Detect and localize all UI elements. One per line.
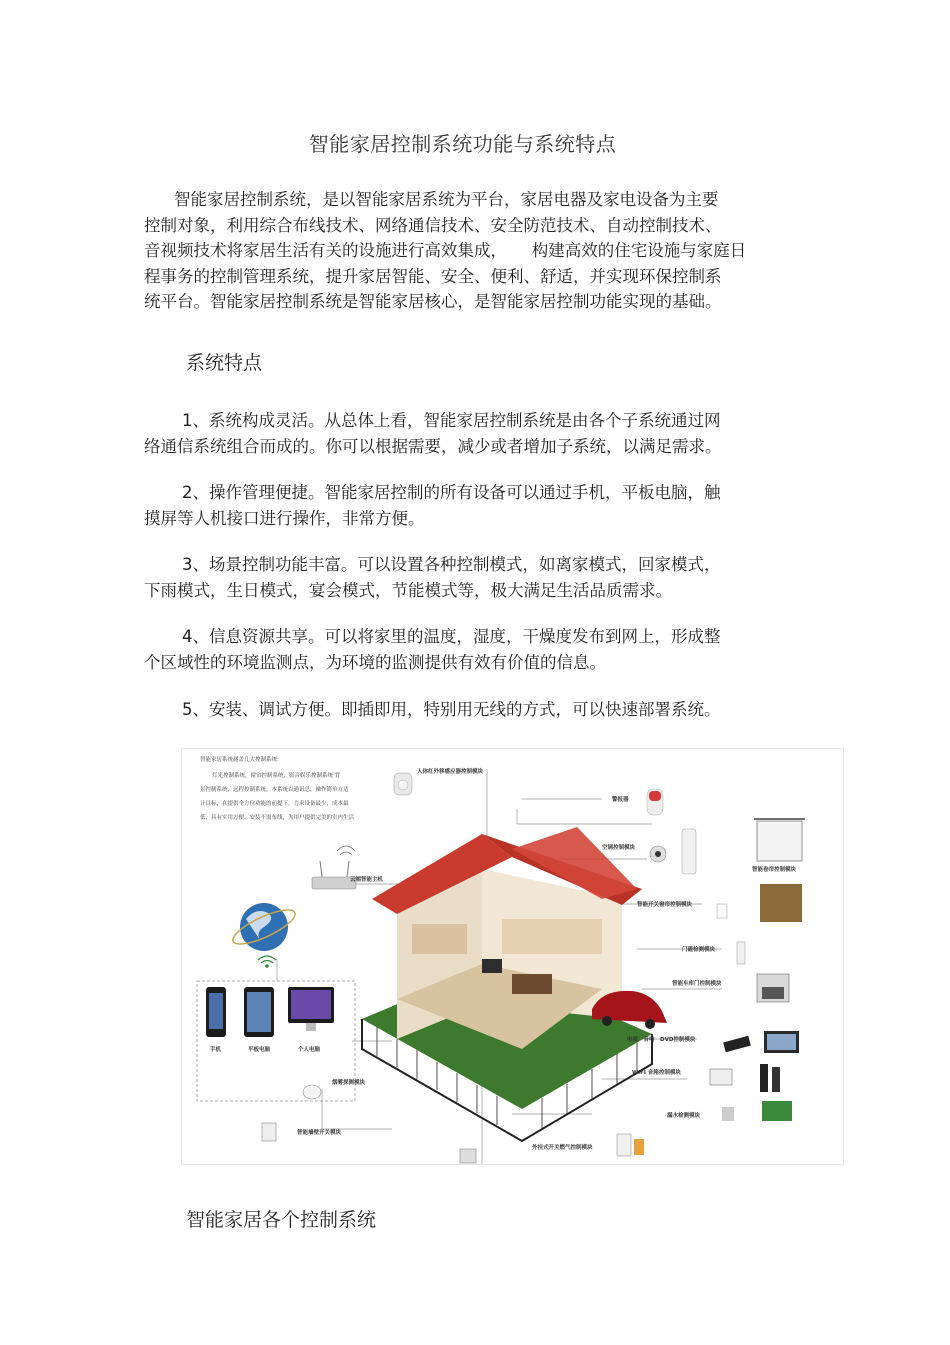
intro-line: 智能家居控制系统，是以智能家居系统为平台，家居电器及家电设备为主要 <box>174 190 719 209</box>
diagram-intro-line: 景控制系统，远程控制系统，本系统以通讯总，操作简单方适 <box>200 787 349 793</box>
feature-line: 5、安装、调试方便。即插即用，特别用无线的方式，可以快速部署系统。 <box>182 700 721 719</box>
section-heading-control-systems: 智能家居各个控制系统 <box>186 1209 377 1231</box>
diagram-label-smoke: 烟雾探测模块 <box>332 1080 366 1086</box>
curtain-icon <box>754 819 805 861</box>
dvd-icon <box>723 1031 799 1053</box>
diagram-label-ac: 空调控制模块 <box>602 845 636 851</box>
feature-item <box>144 408 794 459</box>
diagram-intro-line: 计目标，在提供全方位功能的前提下，力求设备最少，成本最 <box>200 801 349 807</box>
house-illustration <box>362 827 667 1141</box>
car-icon <box>592 991 667 1029</box>
document-title: 智能家居控制系统功能与系统特点 <box>308 132 617 156</box>
diagram-label-water: 漏水检测模块 <box>667 1113 701 1119</box>
intro-line: 音视频技术将家居生活有关的设施进行高效集成， 构建高效的住宅设施与家庭日 <box>144 241 747 260</box>
feature-line: 2、操作管理便捷。智能家居控制的所有设备可以通过手机，平板电脑，触 <box>182 483 721 502</box>
feature-item <box>144 480 794 531</box>
tablet-icon <box>244 987 274 1037</box>
feature-item <box>144 552 794 603</box>
feature-line: 个区域性的环境监测点，为环境的监测提供有效有价值的信息。 <box>144 652 606 672</box>
diagram-label-curtain: 智能卷帘控制模块 <box>752 867 797 873</box>
diagram-label-tv: 电视 音响 DVD控制模块 <box>627 1037 696 1043</box>
pc-icon <box>288 987 334 1031</box>
feature-line: 下雨模式，生日模式，宴会模式，节能模式等，极大满足生活品质需求。 <box>144 580 672 600</box>
diagram-label-switch: 智能墙壁开关模块 <box>297 1130 342 1136</box>
garage-icon <box>757 974 789 1002</box>
diagram-label-pir: 人体红外移感应器控制模块 <box>417 769 484 775</box>
phone-icon <box>206 987 226 1037</box>
pir-sensor-icon <box>394 773 412 795</box>
diagram-label-garage: 智能车库门控制模块 <box>672 981 722 987</box>
alarm-icon <box>647 789 663 815</box>
diagram-intro-line: 智能家居系统涵盖几大控制系统: <box>200 757 279 763</box>
smoke-detector-icon <box>303 1085 321 1099</box>
diagram-intro-text <box>200 755 355 821</box>
diagram-intro-line: 低，具有实用方便、安装不需布线，为用户提供完美的室内生活 <box>200 815 355 821</box>
intro-line: 统平台。智能家居控制系统是智能家居核心，是智能家居控制功能实现的基础。 <box>144 292 722 311</box>
diagram-label-tablet: 平板电脑 <box>248 1047 271 1053</box>
wifi-icon <box>258 956 276 967</box>
globe-icon <box>229 903 299 951</box>
diagram-label-socket: 智能开关窗帘控制模块 <box>637 902 693 908</box>
diagram-label-phone: 手机 <box>210 1047 222 1053</box>
intro-line: 控制对象，利用综合布线技术、网络通信技术、安全防范技术、自动控制技术、 <box>144 215 722 235</box>
feature-item <box>144 624 794 675</box>
feature-line: 3、场景控制功能丰富。可以设置各种控制模式，如离家模式，回家模式， <box>182 555 721 574</box>
diagram-label-pc: 个人电脑 <box>298 1047 321 1053</box>
feature-line: 1、系统构成灵活。从总体上看，智能家居控制系统是由各个子系统通过网 <box>182 411 721 430</box>
diagram-label-router: 云端智能主机 <box>350 877 384 883</box>
feature-line: 摸屏等人机接口进行操作，非常方便。 <box>144 508 425 528</box>
diagram-label-alarm: 警报器 <box>612 797 629 803</box>
diagram-intro-line: 灯光控制系统，窗帘控制系统，影音娱乐控制系统 背 <box>212 773 341 779</box>
door-sensor-icon <box>737 942 745 964</box>
smart-home-diagram <box>181 748 844 1165</box>
socket-panel-icon <box>717 884 802 922</box>
section-heading-features: 系统特点 <box>186 352 263 374</box>
feature-line: 4、信息资源共享。可以将家里的温度，湿度，干燥度发布到网上，形成整 <box>182 627 721 646</box>
feature-item <box>144 697 794 723</box>
intro-paragraph <box>144 187 794 315</box>
wifi-speaker-icon <box>710 1064 780 1092</box>
ac-icon <box>650 829 696 874</box>
diagram-label-door: 门磁检测模块 <box>682 947 716 953</box>
gas-switch-icon <box>617 1134 644 1156</box>
intro-line: 程事务的控制管理系统，提升家居智能、安全、便利、舒适，并实现环保控制系 <box>144 266 722 286</box>
diagram-label-wifi: WIFI 音箱控制模块 <box>632 1070 681 1076</box>
water-sensor-icon <box>722 1101 792 1121</box>
diagram-label-gas: 外挂式开关燃气控制模块 <box>532 1145 593 1151</box>
feature-line: 络通信系统组合而成的。你可以根据需要，减少或者增加子系统，以满足需求。 <box>144 436 722 456</box>
